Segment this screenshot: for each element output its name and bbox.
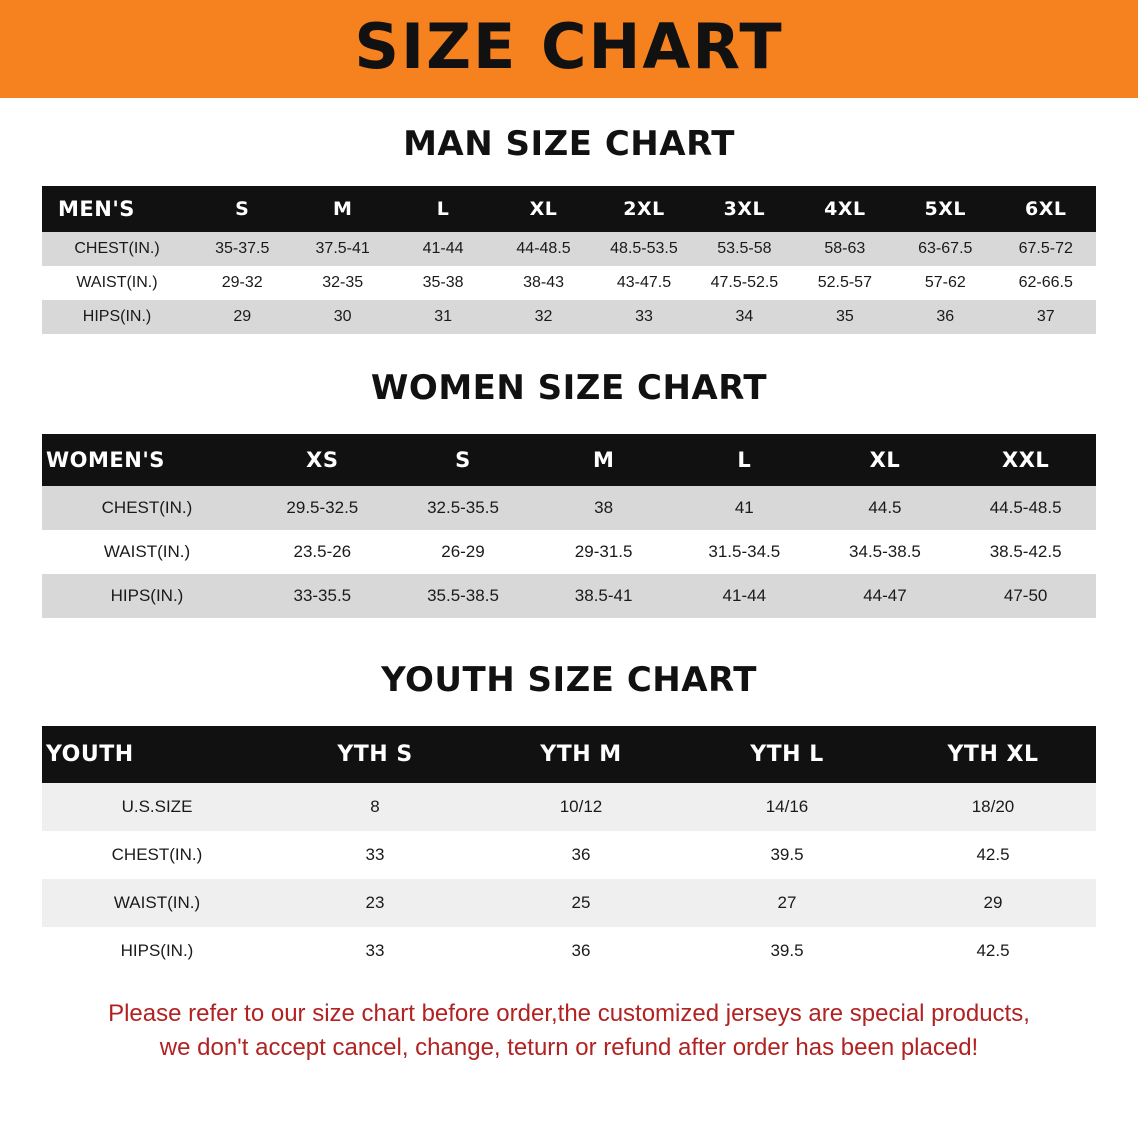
policy-note-line-1: Please refer to our size chart before order,the customized jerseys are special products, [108,1000,1030,1027]
row-header: CHEST(IN.) [42,232,192,266]
man-size-table [42,186,1096,334]
column-header: YTH S [272,726,478,783]
row-header: WAIST(IN.) [42,266,192,300]
man-table-wrapper [42,186,1096,334]
column-header: 5XL [895,186,995,232]
table-cell: 44-48.5 [493,232,593,266]
table-row [42,266,1096,300]
table-cell: 34 [694,300,794,334]
row-header: U.S.SIZE [42,783,272,831]
youth-size-table [42,726,1096,975]
table-cell: 32 [493,300,593,334]
table-cell: 23 [272,879,478,927]
table-cell: 67.5-72 [996,232,1097,266]
table-cell: 23.5-26 [252,530,393,574]
row-header: HIPS(IN.) [42,574,252,618]
policy-note-line-2: we don't accept cancel, change, teturn or refund after order has been placed! [159,1034,979,1062]
page-banner [0,0,1138,98]
column-header: 2XL [594,186,694,232]
table-cell: 37.5-41 [292,232,392,266]
table-row [42,300,1096,334]
row-header: HIPS(IN.) [42,927,272,975]
table-cell: 38 [533,486,674,530]
column-header: YOUTH [42,726,272,783]
table-cell: 26-29 [393,530,534,574]
column-header: YTH XL [890,726,1096,783]
table-cell: 29 [192,300,292,334]
women-size-table [42,434,1096,618]
table-cell: 52.5-57 [795,266,895,300]
column-header: XS [252,434,393,486]
table-row [42,574,1096,618]
column-header: S [192,186,292,232]
column-header: WOMEN'S [42,434,252,486]
table-cell: 27 [684,879,890,927]
table-cell: 35 [795,300,895,334]
table-header-row [42,726,1096,783]
column-header: M [292,186,392,232]
table-cell: 47-50 [955,574,1096,618]
table-row [42,783,1096,831]
table-cell: 33 [272,927,478,975]
column-header: M [533,434,674,486]
table-cell: 43-47.5 [594,266,694,300]
table-cell: 31.5-34.5 [674,530,815,574]
table-cell: 10/12 [478,783,684,831]
table-cell: 36 [895,300,995,334]
table-cell: 32.5-35.5 [393,486,534,530]
table-row [42,486,1096,530]
youth-table-wrapper [42,726,1096,975]
column-header: S [393,434,534,486]
table-cell: 37 [996,300,1097,334]
column-header: 6XL [996,186,1097,232]
table-cell: 36 [478,831,684,879]
table-cell: 35-38 [393,266,493,300]
table-cell: 44.5 [815,486,956,530]
table-cell: 41-44 [393,232,493,266]
column-header: 3XL [694,186,794,232]
table-cell: 29-32 [192,266,292,300]
policy-note [40,997,1098,1065]
column-header: YTH L [684,726,890,783]
table-cell: 33-35.5 [252,574,393,618]
column-header: L [674,434,815,486]
row-header: WAIST(IN.) [42,879,272,927]
table-cell: 47.5-52.5 [694,266,794,300]
row-header: HIPS(IN.) [42,300,192,334]
column-header: 4XL [795,186,895,232]
table-header-row [42,434,1096,486]
table-cell: 29.5-32.5 [252,486,393,530]
column-header: XXL [955,434,1096,486]
table-row [42,232,1096,266]
table-row [42,831,1096,879]
table-cell: 8 [272,783,478,831]
row-header: CHEST(IN.) [42,486,252,530]
table-cell: 35-37.5 [192,232,292,266]
table-header-row [42,186,1096,232]
table-row [42,879,1096,927]
table-cell: 48.5-53.5 [594,232,694,266]
table-cell: 41 [674,486,815,530]
column-header: XL [815,434,956,486]
column-header: L [393,186,493,232]
youth-section-title: YOUTH SIZE CHART [381,660,757,700]
table-cell: 29 [890,879,1096,927]
table-cell: 57-62 [895,266,995,300]
column-header: MEN'S [42,186,192,232]
table-cell: 63-67.5 [895,232,995,266]
table-cell: 25 [478,879,684,927]
row-header: WAIST(IN.) [42,530,252,574]
table-cell: 38.5-42.5 [955,530,1096,574]
women-section-title: WOMEN SIZE CHART [370,368,768,408]
table-cell: 36 [478,927,684,975]
table-row [42,530,1096,574]
table-cell: 62-66.5 [996,266,1097,300]
table-cell: 44.5-48.5 [955,486,1096,530]
column-header: YTH M [478,726,684,783]
table-cell: 14/16 [684,783,890,831]
table-cell: 34.5-38.5 [815,530,956,574]
table-cell: 31 [393,300,493,334]
table-row [42,927,1096,975]
table-cell: 41-44 [674,574,815,618]
women-table-wrapper [42,434,1096,618]
table-cell: 29-31.5 [533,530,674,574]
table-cell: 18/20 [890,783,1096,831]
table-cell: 38-43 [493,266,593,300]
table-cell: 38.5-41 [533,574,674,618]
table-cell: 33 [272,831,478,879]
page-title: SIZE CHART [354,10,784,83]
table-cell: 32-35 [292,266,392,300]
table-cell: 42.5 [890,927,1096,975]
table-cell: 39.5 [684,831,890,879]
table-cell: 30 [292,300,392,334]
table-cell: 39.5 [684,927,890,975]
column-header: XL [493,186,593,232]
table-cell: 44-47 [815,574,956,618]
table-cell: 33 [594,300,694,334]
man-section-title: MAN SIZE CHART [403,124,735,164]
table-cell: 58-63 [795,232,895,266]
table-cell: 53.5-58 [694,232,794,266]
row-header: CHEST(IN.) [42,831,272,879]
table-cell: 35.5-38.5 [393,574,534,618]
table-cell: 42.5 [890,831,1096,879]
